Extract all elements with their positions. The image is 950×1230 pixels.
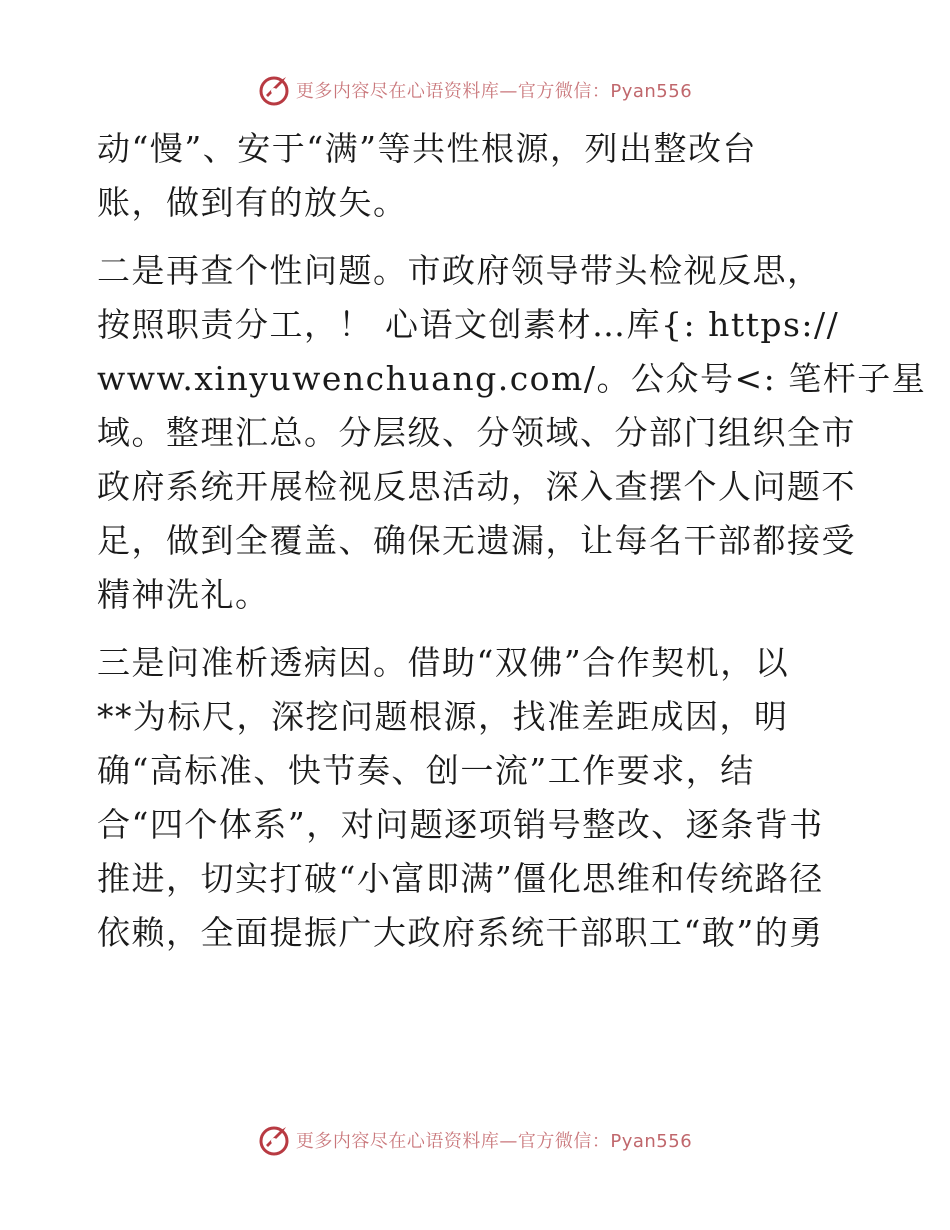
text-line: **为标尺，深挖问题根源，找准差距成因，明 — [97, 697, 789, 736]
text-line: 按照职责分工，！ 心语文创素材…库{: https:// — [97, 305, 840, 344]
watermark-label: 更多内容尽在心语资料库—官方微信： — [295, 1131, 611, 1152]
watermark-handle: Pyan556 — [610, 81, 693, 102]
paragraph — [97, 122, 857, 230]
text-line: 域。整理汇总。分层级、分领域、分部门组织全市 — [97, 413, 856, 452]
watermark-banner-inner — [258, 1123, 692, 1157]
text-line: 账，做到有的放矢。 — [97, 183, 408, 222]
text-line: 精神洗礼。 — [97, 575, 270, 614]
watermark-banner-inner — [258, 73, 692, 107]
watermark-handle: Pyan556 — [610, 1131, 693, 1152]
text-line: 足，做到全覆盖、确保无遗漏，让每名干部都接受 — [97, 521, 856, 560]
text-line: 确“高标准、快节奏、创一流”工作要求，结 — [97, 751, 755, 790]
text-line: 二是再查个性问题。市政府领导带头检视反思， — [97, 251, 822, 290]
watermark-text — [296, 1127, 692, 1153]
pen-logo-icon — [258, 73, 292, 107]
watermark-banner-bottom — [0, 1120, 950, 1160]
document-body — [97, 122, 927, 960]
paragraph — [97, 244, 927, 622]
pen-logo-icon — [258, 1123, 292, 1157]
watermark-label: 更多内容尽在心语资料库—官方微信： — [295, 81, 611, 102]
text-line: 动“慢”、安于“满”等共性根源，列出整改台 — [97, 129, 757, 168]
text-line: 推进，切实打破“小富即满”僵化思维和传统路径 — [97, 859, 824, 898]
paragraph-gap — [97, 622, 857, 636]
paragraph-gap — [97, 230, 857, 244]
text-line: 合“四个体系”，对问题逐项销号整改、逐条背书 — [97, 805, 824, 844]
paragraph — [97, 636, 857, 960]
watermark-banner-top — [0, 70, 950, 110]
watermark-text — [296, 77, 692, 103]
text-line: 三是问准析透病因。借助“双佛”合作契机，以 — [97, 643, 790, 682]
text-line: 依赖，全面提振广大政府系统干部职工“敢”的勇 — [97, 913, 824, 952]
text-line: www.xinyuwenchuang.com/。公众号<: 笔杆子星 — [97, 359, 927, 398]
text-line: 政府系统开展检视反思活动，深入查摆个人问题不 — [97, 467, 856, 506]
